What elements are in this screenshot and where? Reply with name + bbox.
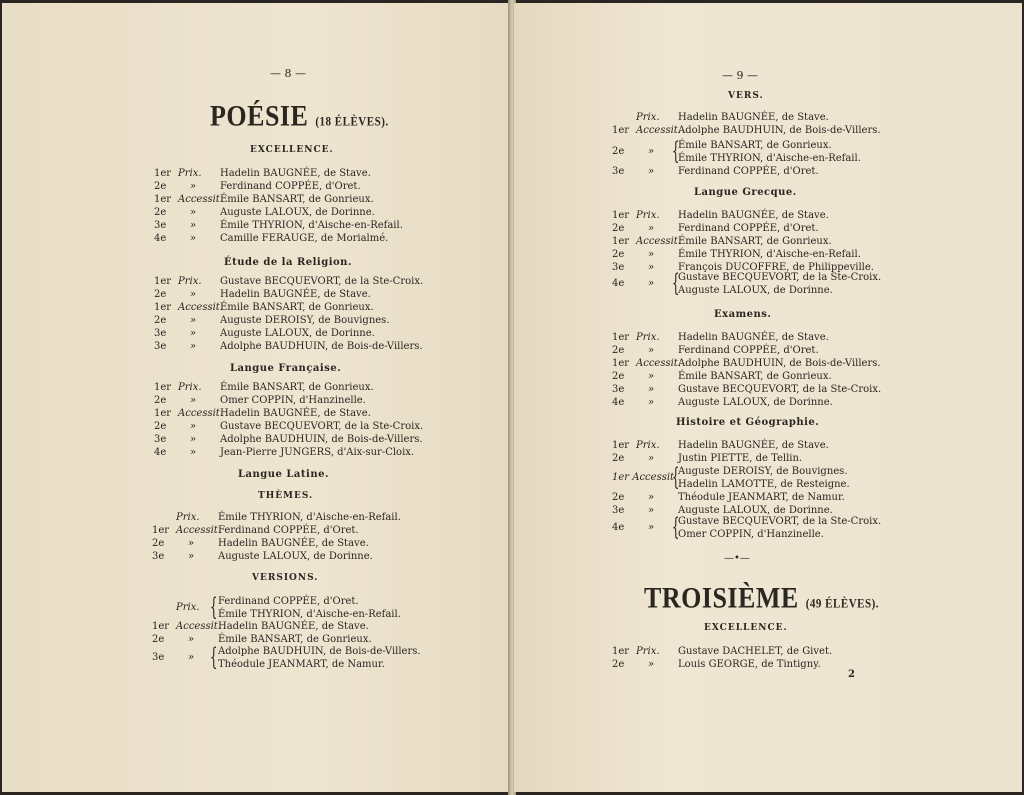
list-item xyxy=(612,209,972,222)
name: Théodule JEANMART, de Namur. xyxy=(218,659,385,670)
rank: 3e xyxy=(154,220,167,231)
prize-label: » xyxy=(648,492,655,503)
name: Gustave BECQUEVORT, de la Ste-Croix. xyxy=(678,516,882,527)
prize-label: » xyxy=(190,181,197,192)
name: François DUCOFFRE, de Philippeville. xyxy=(678,262,874,273)
rank: 2e xyxy=(612,223,625,234)
vers-last-row xyxy=(612,165,992,178)
prize-label: » xyxy=(648,384,655,395)
list-item xyxy=(612,439,972,452)
rank: 1er xyxy=(612,646,630,657)
left-page xyxy=(2,3,510,792)
name: Ferdinand COPPÉE, d'Oret. xyxy=(218,596,359,607)
rank: 3e xyxy=(154,328,167,339)
name: Hadelin LAMOTTE, de Resteigne. xyxy=(678,479,850,490)
section-title xyxy=(210,99,389,134)
list-item xyxy=(612,357,972,370)
name: Auguste DEROISY, de Bouvignes. xyxy=(220,315,390,326)
prize-label: Accessit. xyxy=(636,125,681,136)
list-item xyxy=(154,275,510,288)
prize-label: » xyxy=(190,341,197,352)
prize-label: Prix. xyxy=(178,276,202,287)
list-item xyxy=(154,394,510,407)
rank: 2e xyxy=(152,634,165,645)
list-item xyxy=(612,235,972,248)
name: Émile BANSART, de Gonrieux. xyxy=(220,302,374,313)
brace-icon: { xyxy=(209,643,218,671)
rank: 2e xyxy=(612,146,625,157)
ornament-divider: —•— xyxy=(724,553,750,564)
rank: 4e xyxy=(154,447,167,458)
histoire-brace-accessit xyxy=(612,465,992,491)
name: Louis GEORGE, de Tintigny. xyxy=(678,659,821,670)
prize-label: » xyxy=(190,434,197,445)
prize-label: Prix. xyxy=(178,168,202,179)
prize-label: » xyxy=(190,395,197,406)
name: Gustave BECQUEVORT, de la Ste-Croix. xyxy=(678,384,882,395)
heading-religion: Étude de la Religion. xyxy=(224,257,352,268)
rank: 1er xyxy=(612,332,630,343)
list-item xyxy=(612,383,972,396)
prize-label: » xyxy=(648,146,655,157)
name: Auguste DEROISY, de Bouvignes. xyxy=(678,466,848,477)
name: Théodule JEANMART, de Namur. xyxy=(678,492,845,503)
rank: 2e xyxy=(612,659,625,670)
rank: 3e xyxy=(612,166,625,177)
name: Hadelin BAUGNÉE, de Stave. xyxy=(678,112,829,123)
rank: 3e xyxy=(154,341,167,352)
list-item xyxy=(154,433,510,446)
heading-examens: Examens. xyxy=(714,309,772,320)
list-item xyxy=(154,232,510,245)
signature-mark: 2 xyxy=(848,669,855,680)
rank: 2e xyxy=(154,181,167,192)
heading-excellence: EXCELLENCE. xyxy=(250,145,334,155)
prize-label: » xyxy=(190,233,197,244)
prize-label: » xyxy=(188,634,195,645)
vers-brace xyxy=(612,139,992,165)
rank: 2e xyxy=(612,492,625,503)
brace-icon: { xyxy=(671,513,680,541)
name: Hadelin BAUGNÉE, de Stave. xyxy=(678,440,829,451)
prize-label: Prix. xyxy=(176,602,200,613)
list-item xyxy=(612,331,972,344)
prize-label: Accessit. xyxy=(176,525,221,536)
list-item xyxy=(612,370,972,383)
rank: 2e xyxy=(612,249,625,260)
prize-label: Prix. xyxy=(636,646,660,657)
heading-latine: Langue Latine. xyxy=(238,469,329,480)
list-item xyxy=(152,524,510,537)
histoire-brace-4e xyxy=(612,515,992,541)
prize-label: » xyxy=(648,262,655,273)
section-title xyxy=(644,581,879,616)
name: Justin PIETTE, de Tellin. xyxy=(678,453,803,464)
prize-label: » xyxy=(190,421,197,432)
prize-label: Accessit. xyxy=(636,236,681,247)
list-item xyxy=(154,167,510,180)
name: Omer COPPIN, d'Hanzinelle. xyxy=(678,529,824,540)
name: Émile BANSART, de Gonrieux. xyxy=(678,236,832,247)
heading-themes: THÈMES. xyxy=(258,491,314,501)
prize-label: » xyxy=(648,345,655,356)
brace-icon: { xyxy=(671,269,680,297)
prize-label: Prix. xyxy=(176,512,200,523)
list-item xyxy=(152,620,510,633)
name: Émile BANSART, de Gonrieux. xyxy=(220,194,374,205)
rank: 1er xyxy=(152,621,170,632)
rank: 2e xyxy=(154,289,167,300)
list-item xyxy=(154,193,510,206)
heading-versions: VERSIONS. xyxy=(252,573,319,583)
page-number: — 8 — xyxy=(270,67,306,80)
prize-label: » xyxy=(188,652,195,663)
name: Hadelin BAUGNÉE, de Stave. xyxy=(678,332,829,343)
list-item xyxy=(612,658,972,671)
brace-icon: { xyxy=(671,463,680,491)
name: Hadelin BAUGNÉE, de Stave. xyxy=(220,168,371,179)
list-item xyxy=(154,288,510,301)
list-item xyxy=(612,111,972,124)
name: Adolphe BAUDHUIN, de Bois-de-Villers. xyxy=(678,358,881,369)
prize-label: Prix. xyxy=(636,112,660,123)
name: Gustave BECQUEVORT, de la Ste-Croix. xyxy=(220,276,424,287)
prize-label: » xyxy=(648,659,655,670)
list-item xyxy=(154,180,510,193)
list-item xyxy=(154,206,510,219)
list-item xyxy=(152,550,510,563)
prize-label: » xyxy=(648,278,655,289)
list-item xyxy=(154,407,510,420)
name: Auguste LALOUX, de Dorinne. xyxy=(678,505,833,516)
rank: 1er xyxy=(612,358,630,369)
rank: 1er xyxy=(612,125,630,136)
name: Adolphe BAUDHUIN, de Bois-de-Villers. xyxy=(678,125,881,136)
name: Émile BANSART, de Gonrieux. xyxy=(678,371,832,382)
prize-label: Accessit. xyxy=(178,302,223,313)
prize-label: » xyxy=(188,551,195,562)
prize-label: » xyxy=(648,249,655,260)
rank: 2e xyxy=(612,453,625,464)
rank: 2e xyxy=(612,345,625,356)
prize-label: » xyxy=(190,447,197,458)
prize-label: » xyxy=(648,397,655,408)
name: Jean-Pierre JUNGERS, d'Aix-sur-Cloix. xyxy=(220,447,415,458)
list-item xyxy=(154,327,510,340)
rank: 4e xyxy=(612,278,625,289)
title-text: POÉSIE xyxy=(210,99,309,133)
brace-icon: { xyxy=(671,137,680,165)
rank: 3e xyxy=(612,384,625,395)
rank: 4e xyxy=(612,522,625,533)
prize-label: Accessit. xyxy=(178,408,223,419)
rank: 1er xyxy=(152,525,170,536)
title-text: TROISIÈME xyxy=(644,581,799,615)
name: Adolphe BAUDHUIN, de Bois-de-Villers. xyxy=(218,646,421,657)
rank: 3e xyxy=(152,551,165,562)
student-count: (49 ÉLÈVES). xyxy=(805,597,880,611)
name: Auguste LALOUX, de Dorinne. xyxy=(220,207,375,218)
grecque-brace xyxy=(612,271,992,297)
list-item xyxy=(152,511,510,524)
rank: 3e xyxy=(612,505,625,516)
versions-prix xyxy=(152,595,492,621)
name: Hadelin BAUGNÉE, de Stave. xyxy=(678,210,829,221)
list-item xyxy=(612,222,972,235)
name: Ferdinand COPPÉE, d'Oret. xyxy=(678,223,819,234)
heading-grecque: Langue Grecque. xyxy=(694,187,797,198)
name: Auguste LALOUX, de Dorinne. xyxy=(678,285,833,296)
list-item xyxy=(612,344,972,357)
name: Émile THYRION, d'Aische-en-Refail. xyxy=(678,153,861,164)
rank: 1er xyxy=(612,440,630,451)
prize-label: » xyxy=(648,223,655,234)
list-item xyxy=(152,537,510,550)
name: Ferdinand COPPÉE, d'Oret. xyxy=(218,525,359,536)
name: Hadelin BAUGNÉE, de Stave. xyxy=(218,538,369,549)
prize-label: » xyxy=(190,315,197,326)
name: Camille FERAUGE, de Morialmé. xyxy=(220,233,389,244)
list-item xyxy=(154,340,510,353)
student-count: (18 ÉLÈVES). xyxy=(315,115,389,129)
prize-label: » xyxy=(648,522,655,533)
list-item xyxy=(612,491,972,504)
rank: 2e xyxy=(154,207,167,218)
list-item xyxy=(154,420,510,433)
rank: 3e xyxy=(152,652,165,663)
name: Hadelin BAUGNÉE, de Stave. xyxy=(218,621,369,632)
name: Émile THYRION, d'Aische-en-Refail. xyxy=(218,512,401,523)
rank: 2e xyxy=(154,315,167,326)
rank: 1er xyxy=(154,302,172,313)
page-number: — 9 — xyxy=(722,69,758,82)
rank: 4e xyxy=(154,233,167,244)
heading-vers: VERS. xyxy=(728,91,764,101)
brace-icon: { xyxy=(209,593,218,621)
name: Ferdinand COPPÉE, d'Oret. xyxy=(220,181,361,192)
heading-francaise: Langue Française. xyxy=(230,363,342,374)
rank: 3e xyxy=(612,262,625,273)
name: Émile BANSART, de Gonrieux. xyxy=(218,634,372,645)
prize-label: Accessit. xyxy=(176,621,221,632)
prize-label: » xyxy=(190,328,197,339)
name: Émile BANSART, de Gonrieux. xyxy=(678,140,832,151)
right-page xyxy=(514,3,1022,792)
prize-label: » xyxy=(188,538,195,549)
rank: 1er xyxy=(612,236,630,247)
list-item xyxy=(154,314,510,327)
rank: 4e xyxy=(612,397,625,408)
versions-third xyxy=(152,645,492,671)
name: Ferdinand COPPÉE, d'Oret. xyxy=(678,345,819,356)
prize-label: » xyxy=(190,289,197,300)
rank: 1er xyxy=(154,276,172,287)
name: Omer COPPIN, d'Hanzinelle. xyxy=(220,395,366,406)
list-item xyxy=(612,396,972,409)
name: Ferdinand COPPÉE, d'Oret. xyxy=(678,166,819,177)
name: Auguste LALOUX, de Dorinne. xyxy=(678,397,833,408)
list-item xyxy=(612,248,972,261)
prize-label: Prix. xyxy=(636,332,660,343)
rank: 1er xyxy=(154,194,172,205)
list-item xyxy=(612,124,972,137)
rank: 2e xyxy=(154,395,167,406)
prize-label: » xyxy=(190,220,197,231)
rank: 1er xyxy=(154,408,172,419)
prize-label: » xyxy=(648,453,655,464)
list-item xyxy=(154,301,510,314)
name: Émile THYRION, d'Aische-en-Refail. xyxy=(220,220,403,231)
rank: 2e xyxy=(152,538,165,549)
rank: 1er xyxy=(612,210,630,221)
prize-label: » xyxy=(190,207,197,218)
prize-label: Accessit. xyxy=(636,358,681,369)
name: Adolphe BAUDHUIN, de Bois-de-Villers. xyxy=(220,341,423,352)
name: Émile THYRION, d'Aische-en-Refail. xyxy=(218,609,401,620)
name: Hadelin BAUGNÉE, de Stave. xyxy=(220,289,371,300)
name: Émile THYRION, d'Aische-en-Refail. xyxy=(678,249,861,260)
prize-label: » xyxy=(648,371,655,382)
list-item xyxy=(154,446,510,459)
name: Émile BANSART, de Gonrieux. xyxy=(220,382,374,393)
name: Gustave DACHELET, de Givet. xyxy=(678,646,833,657)
name: Adolphe BAUDHUIN, de Bois-de-Villers. xyxy=(220,434,423,445)
name: Auguste LALOUX, de Dorinne. xyxy=(220,328,375,339)
rank: 2e xyxy=(612,371,625,382)
prize-label: Prix. xyxy=(636,210,660,221)
rank: 1er xyxy=(154,382,172,393)
prize-label: » xyxy=(648,166,655,177)
prize-label: Prix. xyxy=(178,382,202,393)
name: Auguste LALOUX, de Dorinne. xyxy=(218,551,373,562)
prize-label: 1er Accessit xyxy=(612,472,675,483)
name: Gustave BECQUEVORT, de la Ste-Croix. xyxy=(678,272,882,283)
heading-excellence: EXCELLENCE. xyxy=(704,623,788,633)
prize-label: Accessit. xyxy=(178,194,223,205)
prize-label: » xyxy=(648,505,655,516)
list-item xyxy=(612,452,972,465)
list-item xyxy=(154,381,510,394)
list-item xyxy=(154,219,510,232)
name: Gustave BECQUEVORT, de la Ste-Croix. xyxy=(220,421,424,432)
heading-histoire: Histoire et Géographie. xyxy=(676,417,820,428)
prize-label: Prix. xyxy=(636,440,660,451)
rank: 3e xyxy=(154,434,167,445)
name: Hadelin BAUGNÉE, de Stave. xyxy=(220,408,371,419)
rank: 2e xyxy=(154,421,167,432)
rank: 1er xyxy=(154,168,172,179)
list-item xyxy=(612,645,972,658)
